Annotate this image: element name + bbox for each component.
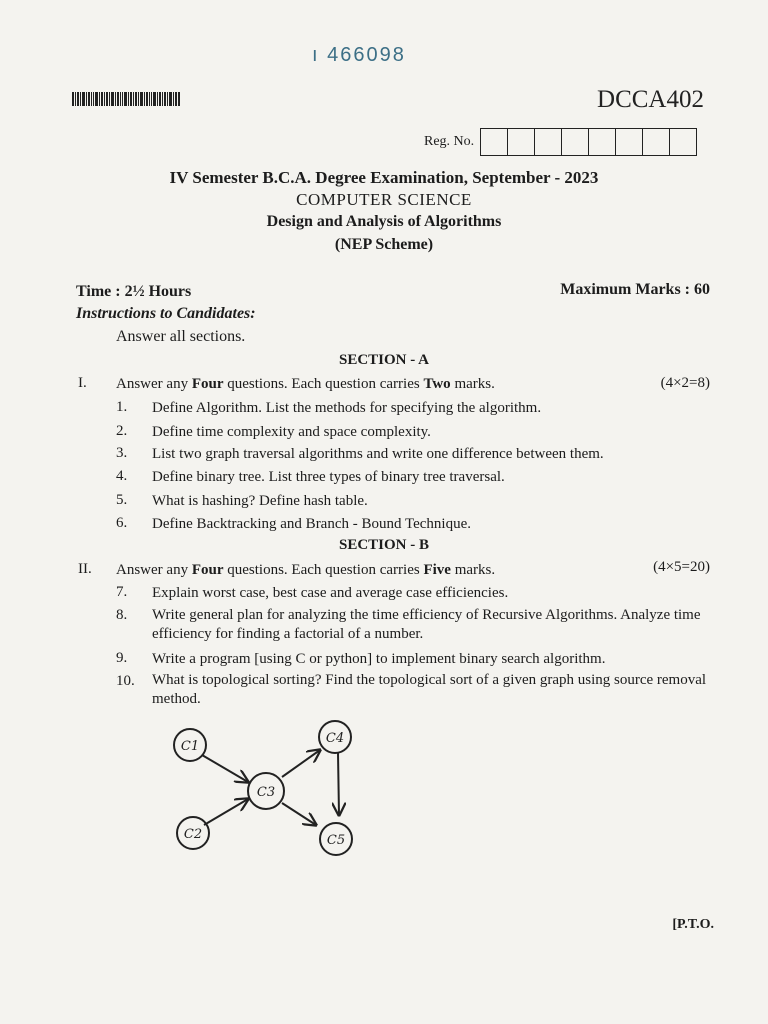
paper-title: Design and Analysis of Algorithms: [266, 213, 502, 230]
edge-c2-c3: [204, 799, 248, 825]
reg-no-box[interactable]: [481, 129, 507, 155]
reg-no-label: Reg. No.: [424, 134, 475, 149]
node-label: C4: [325, 731, 345, 746]
max-marks: Maximum Marks : 60: [560, 281, 710, 298]
time-duration: Time : 2½ Hours: [76, 283, 192, 300]
instructions-text: Answer all sections.: [116, 328, 246, 345]
edge-c3-c5: [282, 803, 316, 825]
reg-no-box[interactable]: [561, 129, 588, 155]
section-b-marks: (4×5=20): [653, 559, 710, 575]
reg-no-box[interactable]: [507, 129, 534, 155]
question-text: Define Algorithm. List the methods for specifying the algorithm.: [152, 400, 542, 416]
node-label: C5: [326, 833, 346, 848]
section-b-instruction: Answer any Four questions. Each question carries Five marks.: [116, 562, 496, 578]
question-number: 8.: [116, 607, 128, 623]
question-number: 1.: [116, 399, 128, 415]
reg-no-box[interactable]: [669, 129, 696, 155]
section-a-instruction: Answer any Four questions. Each question carries Two marks.: [116, 376, 495, 392]
reg-no-boxes[interactable]: [480, 128, 697, 156]
subject-title: COMPUTER SCIENCE: [296, 190, 472, 209]
question-text: What is hashing? Define hash table.: [152, 493, 368, 509]
edge-c3-c4: [282, 750, 320, 777]
question-number: 10.: [116, 673, 135, 689]
node-label: C3: [256, 785, 276, 800]
question-text: List two graph traversal algorithms and write one difference between them.: [152, 446, 604, 462]
reg-no-box[interactable]: [588, 129, 615, 155]
instructions-title: Instructions to Candidates:: [76, 305, 256, 322]
question-text: Define Backtracking and Branch - Bound Technique.: [152, 516, 471, 532]
node-label: C1: [180, 739, 200, 754]
reg-no-field[interactable]: [424, 128, 697, 156]
edge-c1-c3: [202, 755, 248, 782]
question-text: Define binary tree. List three types of binary tree traversal.: [152, 469, 505, 485]
question-text: Explain worst case, best case and average case efficiencies.: [152, 585, 509, 601]
section-a-title: SECTION - A: [338, 352, 430, 368]
question-number: 5.: [116, 492, 128, 508]
question-text: Write general plan for analyzing the time efficiency of Recursive Algorithms. Analyze time efficiency for finding a factorial of a number.: [152, 607, 701, 642]
reg-no-box[interactable]: [642, 129, 669, 155]
question-text: Write a program [using C or python] to implement binary search algorithm.: [152, 651, 606, 667]
question-number: 3.: [116, 445, 128, 461]
paper-code: DCCA402: [597, 86, 704, 113]
barcode: [72, 92, 180, 106]
topological-graph: [160, 715, 380, 865]
scheme-title: (NEP Scheme): [334, 236, 434, 253]
question-number: 7.: [116, 584, 128, 600]
question-number: 6.: [116, 515, 128, 531]
serial-number: ı 466098: [312, 44, 406, 66]
section-b-title: SECTION - B: [338, 537, 430, 553]
question-number: 2.: [116, 423, 128, 439]
section-a-roman: I.: [78, 375, 87, 391]
section-b-roman: II.: [78, 561, 92, 577]
section-a-marks: (4×2=8): [660, 375, 710, 391]
reg-no-box[interactable]: [534, 129, 561, 155]
question-text: Define time complexity and space complexity.: [152, 424, 431, 440]
question-number: 9.: [116, 650, 128, 666]
pto-label: [P.T.O.: [672, 917, 714, 932]
reg-no-box[interactable]: [615, 129, 642, 155]
node-label: C2: [183, 827, 203, 842]
exam-title: IV Semester B.C.A. Degree Examination, September - 2023: [169, 168, 599, 187]
question-number: 4.: [116, 468, 128, 484]
edge-c4-c5: [338, 753, 339, 815]
question-text: What is topological sorting? Find the topological sort of a given graph using source removal method.: [152, 672, 707, 707]
